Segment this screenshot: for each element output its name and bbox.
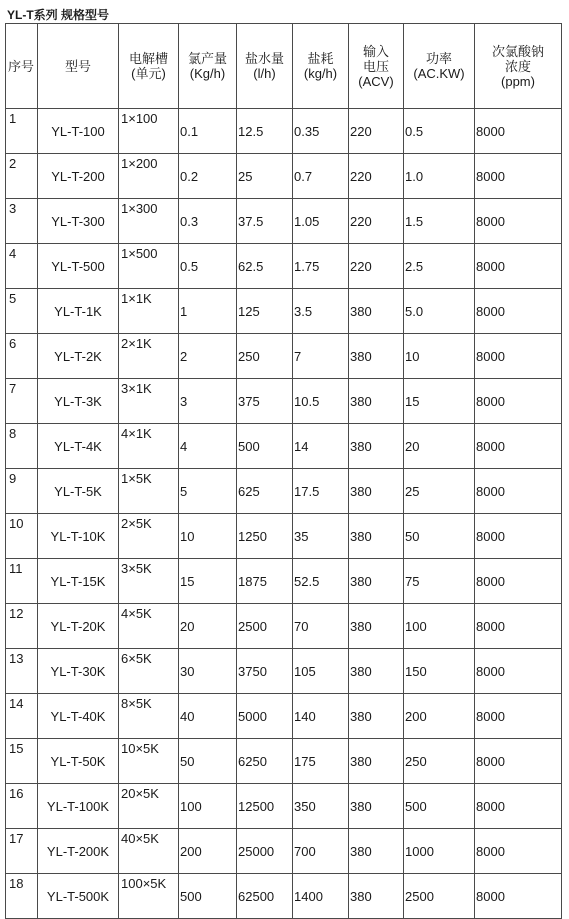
cell-concentration: 8000 bbox=[475, 424, 562, 469]
cell-power: 200 bbox=[404, 694, 475, 739]
cell-input-voltage: 380 bbox=[349, 649, 404, 694]
cell-power: 25 bbox=[404, 469, 475, 514]
cell-tank: 4×5K bbox=[119, 604, 179, 649]
cell-power: 0.5 bbox=[404, 109, 475, 154]
cell-tank: 40×5K bbox=[119, 829, 179, 874]
cell-no: 6 bbox=[6, 334, 38, 379]
cell-no: 17 bbox=[6, 829, 38, 874]
cell-tank: 20×5K bbox=[119, 784, 179, 829]
cell-power: 20 bbox=[404, 424, 475, 469]
cell-salt-consumption: 7 bbox=[293, 334, 349, 379]
cell-concentration: 8000 bbox=[475, 469, 562, 514]
cell-model: YL-T-30K bbox=[38, 649, 119, 694]
cell-salt-consumption: 0.7 bbox=[293, 154, 349, 199]
cell-concentration: 8000 bbox=[475, 199, 562, 244]
cell-tank: 2×1K bbox=[119, 334, 179, 379]
header-concentration bbox=[475, 24, 562, 109]
cell-model: YL-T-50K bbox=[38, 739, 119, 784]
cell-brine-flow: 2500 bbox=[237, 604, 293, 649]
cell-power: 75 bbox=[404, 559, 475, 604]
table-row bbox=[6, 424, 562, 469]
header-line: 型号 bbox=[64, 58, 91, 74]
header-line: (kg/h) bbox=[303, 66, 338, 81]
cell-chlorine-output: 15 bbox=[179, 559, 237, 604]
cell-model: YL-T-500 bbox=[38, 244, 119, 289]
cell-model: YL-T-5K bbox=[38, 469, 119, 514]
cell-no: 13 bbox=[6, 649, 38, 694]
cell-salt-consumption: 175 bbox=[293, 739, 349, 784]
cell-chlorine-output: 30 bbox=[179, 649, 237, 694]
cell-power: 15 bbox=[404, 379, 475, 424]
cell-power: 50 bbox=[404, 514, 475, 559]
cell-brine-flow: 62.5 bbox=[237, 244, 293, 289]
header-line: (l/h) bbox=[253, 66, 276, 81]
cell-brine-flow: 12500 bbox=[237, 784, 293, 829]
table-body bbox=[6, 109, 562, 919]
cell-power: 5.0 bbox=[404, 289, 475, 334]
spec-sheet bbox=[5, 8, 561, 919]
cell-tank: 2×5K bbox=[119, 514, 179, 559]
cell-input-voltage: 380 bbox=[349, 424, 404, 469]
cell-tank: 6×5K bbox=[119, 649, 179, 694]
cell-chlorine-output: 2 bbox=[179, 334, 237, 379]
header-brine-flow bbox=[237, 24, 293, 109]
cell-input-voltage: 380 bbox=[349, 874, 404, 919]
cell-no: 8 bbox=[6, 424, 38, 469]
header-line: 输入 bbox=[362, 43, 389, 59]
cell-input-voltage: 220 bbox=[349, 109, 404, 154]
table-row bbox=[6, 784, 562, 829]
cell-salt-consumption: 0.35 bbox=[293, 109, 349, 154]
cell-power: 1000 bbox=[404, 829, 475, 874]
cell-no: 5 bbox=[6, 289, 38, 334]
cell-salt-consumption: 1.75 bbox=[293, 244, 349, 289]
cell-salt-consumption: 3.5 bbox=[293, 289, 349, 334]
cell-model: YL-T-40K bbox=[38, 694, 119, 739]
cell-model: YL-T-4K bbox=[38, 424, 119, 469]
cell-no: 11 bbox=[6, 559, 38, 604]
cell-concentration: 8000 bbox=[475, 649, 562, 694]
cell-power: 1.5 bbox=[404, 199, 475, 244]
cell-no: 14 bbox=[6, 694, 38, 739]
cell-model: YL-T-500K bbox=[38, 874, 119, 919]
cell-concentration: 8000 bbox=[475, 379, 562, 424]
table-row bbox=[6, 874, 562, 919]
cell-tank: 100×5K bbox=[119, 874, 179, 919]
cell-concentration: 8000 bbox=[475, 154, 562, 199]
cell-salt-consumption: 17.5 bbox=[293, 469, 349, 514]
cell-chlorine-output: 0.3 bbox=[179, 199, 237, 244]
cell-concentration: 8000 bbox=[475, 514, 562, 559]
cell-no: 2 bbox=[6, 154, 38, 199]
cell-concentration: 8000 bbox=[475, 694, 562, 739]
cell-input-voltage: 380 bbox=[349, 784, 404, 829]
cell-concentration: 8000 bbox=[475, 784, 562, 829]
cell-tank: 1×5K bbox=[119, 469, 179, 514]
cell-brine-flow: 25 bbox=[237, 154, 293, 199]
cell-input-voltage: 220 bbox=[349, 244, 404, 289]
cell-chlorine-output: 4 bbox=[179, 424, 237, 469]
cell-model: YL-T-200 bbox=[38, 154, 119, 199]
cell-brine-flow: 6250 bbox=[237, 739, 293, 784]
cell-model: YL-T-15K bbox=[38, 559, 119, 604]
cell-no: 18 bbox=[6, 874, 38, 919]
header-line: (单元) bbox=[131, 66, 166, 81]
table-row bbox=[6, 604, 562, 649]
header-input-voltage bbox=[349, 24, 404, 109]
cell-tank: 8×5K bbox=[119, 694, 179, 739]
cell-brine-flow: 1875 bbox=[237, 559, 293, 604]
cell-concentration: 8000 bbox=[475, 829, 562, 874]
cell-input-voltage: 380 bbox=[349, 289, 404, 334]
cell-power: 150 bbox=[404, 649, 475, 694]
cell-power: 2.5 bbox=[404, 244, 475, 289]
header-line: (AC.KW) bbox=[413, 66, 465, 81]
table-row bbox=[6, 739, 562, 784]
cell-model: YL-T-2K bbox=[38, 334, 119, 379]
cell-brine-flow: 5000 bbox=[237, 694, 293, 739]
cell-tank: 1×1K bbox=[119, 289, 179, 334]
cell-brine-flow: 250 bbox=[237, 334, 293, 379]
header-line: 氯产量 bbox=[187, 51, 227, 66]
cell-brine-flow: 12.5 bbox=[237, 109, 293, 154]
cell-salt-consumption: 140 bbox=[293, 694, 349, 739]
header-chlorine-output bbox=[179, 24, 237, 109]
cell-no: 7 bbox=[6, 379, 38, 424]
header-line: 浓度 bbox=[504, 58, 531, 74]
cell-salt-consumption: 1.05 bbox=[293, 199, 349, 244]
cell-no: 1 bbox=[6, 109, 38, 154]
cell-salt-consumption: 35 bbox=[293, 514, 349, 559]
cell-salt-consumption: 700 bbox=[293, 829, 349, 874]
header-line: 功率 bbox=[425, 51, 452, 66]
cell-brine-flow: 125 bbox=[237, 289, 293, 334]
cell-concentration: 8000 bbox=[475, 559, 562, 604]
cell-chlorine-output: 50 bbox=[179, 739, 237, 784]
cell-chlorine-output: 3 bbox=[179, 379, 237, 424]
cell-power: 10 bbox=[404, 334, 475, 379]
cell-input-voltage: 380 bbox=[349, 604, 404, 649]
cell-model: YL-T-300 bbox=[38, 199, 119, 244]
cell-concentration: 8000 bbox=[475, 244, 562, 289]
cell-brine-flow: 62500 bbox=[237, 874, 293, 919]
cell-chlorine-output: 1 bbox=[179, 289, 237, 334]
cell-tank: 1×100 bbox=[119, 109, 179, 154]
cell-tank: 4×1K bbox=[119, 424, 179, 469]
cell-chlorine-output: 40 bbox=[179, 694, 237, 739]
header-salt-consumption bbox=[293, 24, 349, 109]
table-row bbox=[6, 514, 562, 559]
cell-salt-consumption: 10.5 bbox=[293, 379, 349, 424]
header-line: 次氯酸钠 bbox=[491, 43, 544, 59]
cell-salt-consumption: 70 bbox=[293, 604, 349, 649]
cell-tank: 1×300 bbox=[119, 199, 179, 244]
cell-no: 9 bbox=[6, 469, 38, 514]
cell-brine-flow: 500 bbox=[237, 424, 293, 469]
cell-input-voltage: 220 bbox=[349, 154, 404, 199]
table-row bbox=[6, 109, 562, 154]
cell-input-voltage: 380 bbox=[349, 559, 404, 604]
cell-chlorine-output: 500 bbox=[179, 874, 237, 919]
cell-tank: 10×5K bbox=[119, 739, 179, 784]
cell-chlorine-output: 100 bbox=[179, 784, 237, 829]
header-line: 盐耗 bbox=[307, 51, 334, 66]
cell-input-voltage: 380 bbox=[349, 469, 404, 514]
cell-brine-flow: 25000 bbox=[237, 829, 293, 874]
cell-input-voltage: 380 bbox=[349, 334, 404, 379]
table-row bbox=[6, 379, 562, 424]
cell-chlorine-output: 0.5 bbox=[179, 244, 237, 289]
cell-power: 1.0 bbox=[404, 154, 475, 199]
header-line: (Kg/h) bbox=[189, 66, 226, 81]
cell-concentration: 8000 bbox=[475, 289, 562, 334]
spec-table bbox=[5, 23, 562, 919]
cell-input-voltage: 380 bbox=[349, 514, 404, 559]
cell-brine-flow: 1250 bbox=[237, 514, 293, 559]
table-row bbox=[6, 289, 562, 334]
cell-model: YL-T-1K bbox=[38, 289, 119, 334]
table-row bbox=[6, 244, 562, 289]
cell-no: 10 bbox=[6, 514, 38, 559]
cell-concentration: 8000 bbox=[475, 334, 562, 379]
cell-power: 250 bbox=[404, 739, 475, 784]
cell-tank: 1×500 bbox=[119, 244, 179, 289]
cell-no: 3 bbox=[6, 199, 38, 244]
cell-concentration: 8000 bbox=[475, 604, 562, 649]
cell-model: YL-T-3K bbox=[38, 379, 119, 424]
cell-concentration: 8000 bbox=[475, 874, 562, 919]
cell-power: 2500 bbox=[404, 874, 475, 919]
cell-chlorine-output: 10 bbox=[179, 514, 237, 559]
cell-model: YL-T-200K bbox=[38, 829, 119, 874]
table-row bbox=[6, 694, 562, 739]
cell-chlorine-output: 5 bbox=[179, 469, 237, 514]
table-row bbox=[6, 199, 562, 244]
cell-input-voltage: 380 bbox=[349, 739, 404, 784]
cell-salt-consumption: 52.5 bbox=[293, 559, 349, 604]
cell-no: 16 bbox=[6, 784, 38, 829]
header-line: 盐水量 bbox=[244, 51, 284, 66]
header-power bbox=[404, 24, 475, 109]
header-model bbox=[38, 24, 119, 109]
header-no bbox=[6, 24, 38, 109]
cell-salt-consumption: 350 bbox=[293, 784, 349, 829]
cell-no: 4 bbox=[6, 244, 38, 289]
cell-input-voltage: 380 bbox=[349, 694, 404, 739]
cell-power: 100 bbox=[404, 604, 475, 649]
cell-model: YL-T-20K bbox=[38, 604, 119, 649]
cell-input-voltage: 220 bbox=[349, 199, 404, 244]
cell-chlorine-output: 0.2 bbox=[179, 154, 237, 199]
table-row bbox=[6, 469, 562, 514]
cell-brine-flow: 375 bbox=[237, 379, 293, 424]
cell-model: YL-T-100K bbox=[38, 784, 119, 829]
cell-input-voltage: 380 bbox=[349, 379, 404, 424]
cell-tank: 1×200 bbox=[119, 154, 179, 199]
table-row bbox=[6, 829, 562, 874]
header-line: (ppm) bbox=[501, 73, 535, 89]
cell-power: 500 bbox=[404, 784, 475, 829]
cell-salt-consumption: 105 bbox=[293, 649, 349, 694]
header-line: 电解槽 bbox=[128, 51, 168, 66]
cell-chlorine-output: 20 bbox=[179, 604, 237, 649]
cell-no: 12 bbox=[6, 604, 38, 649]
cell-salt-consumption: 14 bbox=[293, 424, 349, 469]
cell-no: 15 bbox=[6, 739, 38, 784]
table-row bbox=[6, 334, 562, 379]
cell-brine-flow: 3750 bbox=[237, 649, 293, 694]
table-row bbox=[6, 559, 562, 604]
cell-tank: 3×5K bbox=[119, 559, 179, 604]
cell-model: YL-T-10K bbox=[38, 514, 119, 559]
cell-model: YL-T-100 bbox=[38, 109, 119, 154]
table-row bbox=[6, 154, 562, 199]
table-row bbox=[6, 649, 562, 694]
header-line: 电压 bbox=[362, 58, 389, 74]
cell-concentration: 8000 bbox=[475, 109, 562, 154]
cell-salt-consumption: 1400 bbox=[293, 874, 349, 919]
cell-chlorine-output: 0.1 bbox=[179, 109, 237, 154]
cell-input-voltage: 380 bbox=[349, 829, 404, 874]
header-tank bbox=[119, 24, 179, 109]
table-title: YL-T系列 规格型号 bbox=[7, 8, 109, 22]
cell-tank: 3×1K bbox=[119, 379, 179, 424]
cell-chlorine-output: 200 bbox=[179, 829, 237, 874]
header-row bbox=[6, 24, 562, 109]
cell-brine-flow: 37.5 bbox=[237, 199, 293, 244]
cell-concentration: 8000 bbox=[475, 739, 562, 784]
cell-brine-flow: 625 bbox=[237, 469, 293, 514]
header-line: (ACV) bbox=[358, 73, 394, 89]
header-line: 序号 bbox=[8, 58, 35, 74]
